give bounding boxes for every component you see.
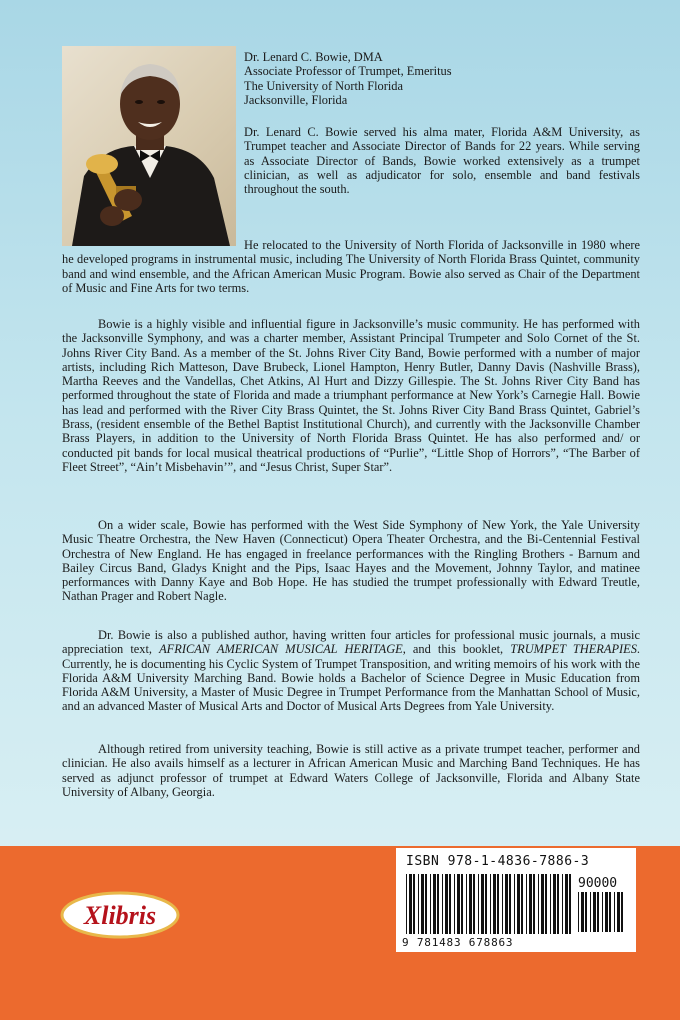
isbn-barcode: [396, 848, 636, 952]
price-barcode-bars: [578, 892, 628, 932]
author-portrait-illustration: [62, 46, 236, 246]
author-location: Jacksonville, Florida: [244, 92, 348, 107]
barcode-bar: [621, 892, 623, 932]
barcode-bar: [553, 874, 556, 934]
barcode-bar: [478, 874, 479, 934]
author-institution: The University of North Florida: [244, 78, 403, 93]
barcode-bar: [445, 874, 448, 934]
author-title: Associate Professor of Trumpet, Emeritus: [244, 64, 452, 79]
barcode-bar: [490, 874, 491, 934]
barcode-bar: [550, 874, 551, 934]
barcode-bar: [409, 874, 412, 934]
barcode-bar: [457, 874, 460, 934]
isbn-label: ISBN 978-1-4836-7886-3: [406, 854, 590, 869]
barcode-bar: [514, 874, 515, 934]
barcode-bar: [481, 874, 484, 934]
barcode-bar: [437, 874, 439, 934]
barcode-bar: [565, 874, 568, 934]
xlibris-logo-text: Xlibris: [83, 901, 157, 930]
barcode-bar: [502, 874, 503, 934]
barcode-bar: [425, 874, 427, 934]
barcode-bar: [466, 874, 467, 934]
book-title-heritage: AFRICAN AMERICAN MUSICAL HERITAGE: [159, 642, 403, 657]
barcode-bar: [526, 874, 527, 934]
barcode-bar: [406, 874, 407, 934]
barcode-bar: [609, 892, 611, 932]
bio-paragraph-6: Although retired from university teaching, Bowie is still active as a private trumpet teacher, performer and clinician. He also avails himself as a lecturer in African American Music and Marching Band Techniques. He has served as adjunct professor of trumpet at Edward Waters College of Jacksonville, Florida and Albany State University of Albany, Georgia.: [62, 742, 640, 799]
barcode-bars: [406, 874, 572, 936]
barcode-bar: [442, 874, 443, 934]
barcode-bar: [421, 874, 424, 934]
bio-p5-part-b: , and this booklet,: [402, 642, 511, 657]
barcode-bar: [602, 892, 603, 932]
barcode-bar: [569, 874, 571, 934]
barcode-bar: [557, 874, 559, 934]
barcode-bar: [614, 892, 615, 932]
bio-p5-part-a: Dr. Bowie is also a published author, having written four articles for professional music journals, a music appreciation text,: [62, 628, 640, 657]
barcode-bar: [541, 874, 544, 934]
book-title-trumpet-therapies: TRUMPET THERAPIES: [510, 642, 637, 657]
author-photo: [62, 46, 236, 246]
ean-digits: 9 781483 678863: [402, 936, 514, 949]
author-header: [244, 50, 640, 107]
barcode-bar: [418, 874, 419, 934]
xlibris-logo-mark: [58, 888, 188, 942]
barcode-bar: [430, 874, 431, 934]
barcode-bar: [593, 892, 596, 932]
barcode-bar: [529, 874, 532, 934]
barcode-bar: [605, 892, 608, 932]
author-name: Dr. Lenard C. Bowie, DMA: [244, 50, 383, 64]
barcode-bar: [585, 892, 587, 932]
barcode-bar: [590, 892, 591, 932]
barcode-bar: [509, 874, 511, 934]
barcode-bar: [461, 874, 463, 934]
barcode-bar: [538, 874, 539, 934]
bio-paragraph-4: On a wider scale, Bowie has performed with the West Side Symphony of New York, the Yale University Music Theatre Orchestra, the New Haven (Connecticut) Opera Theater Orchestra, and the Bi-Centennial Festival Orchestra of New England. He has engaged in freelance performances with the Ringling Brothers - Barnum and Bailey Circus Band, Gladys Knight and the Pips, Isaac Hayes and the Movement, Johnny Taylor, and matinee performances with Danny Kaye and Bob Hope. He has studied the trumpet professionally with Edward Treutle, Nathan Prager and Robert Nagle.: [62, 518, 640, 604]
bio-paragraph-1: Dr. Lenard C. Bowie served his alma mater, Florida A&M University, as Trumpet teacher and Associate Director of Bands for 22 years. While serving as Associate Director of Bands, Bowie worked extensively as a trumpet clinician, as well as adjudicator for solo, ensemble and band festivals throughout the south.: [244, 125, 640, 197]
bio-paragraph-5: [62, 628, 640, 714]
barcode-bar: [449, 874, 451, 934]
bio-p5-part-c: . Currently, he is documenting his Cyclic System of Trumpet Transposition, and writing memoirs of his work with the Florida A&M University Marching Band. Bowie holds a Bachelor of Science Degree in Music Education from Florida A&M University, a Master of Music Degree in Trumpet Performance from the Manhattan School of Music, and an advanced Master of Musical Arts and Doctor of Musical Arts Degrees from Yale University.: [62, 642, 641, 714]
barcode-bar: [597, 892, 599, 932]
barcode-bar: [454, 874, 455, 934]
barcode-bar: [485, 874, 487, 934]
barcode-bar: [533, 874, 535, 934]
barcode-bar: [505, 874, 508, 934]
xlibris-logo: [58, 888, 188, 942]
barcode-bar: [581, 892, 584, 932]
barcode-bar: [413, 874, 415, 934]
barcode-bar: [562, 874, 563, 934]
barcode-bar: [517, 874, 520, 934]
barcode-bar: [545, 874, 547, 934]
barcode-bar: [521, 874, 523, 934]
barcode-bar: [493, 874, 496, 934]
barcode-bar: [497, 874, 499, 934]
barcode-bar: [469, 874, 472, 934]
price-code: 90000: [578, 876, 618, 891]
barcode-bar: [473, 874, 475, 934]
barcode-bar: [433, 874, 436, 934]
barcode-bar: [617, 892, 620, 932]
bio-paragraph-3: Bowie is a highly visible and influential figure in Jacksonville’s music community. He has performed with the Jacksonville Symphony, and was a charter member, Assistant Principal Trumpeter and Solo Cornet of the St. Johns River City Band. As a member of the St. Johns River City Band, Bowie performed with a number of major artists, including Rich Matteson, Dave Brubeck, Lionel Hampton, Henry Butler, Danny Davis (Nashville Brass), Martha Reeves and the Vandellas, Chet Atkins, Al Hurt and Dizzy Gillespie. The St. Johns River City Band has performed throughout the state of Florida and made a triumphant performance at New York’s Carnegie Hall. Bowie has lead and performed with the River City Brass Quintet, the St. Johns River City Band Brass Quintet, Gabriel’s Brass, (resident ensemble of the Bethel Baptist Institutional Church), and currently with the Jacksonville Chamber Brass Players, in addition to the University of North Florida Brass Quintet. He has also performed and/ or conducted pit bands for local musical theatrical productions of “Purlie”, “Little Shop of Horrors”, “The Barber of Fleet Street”, “Ain’t Misbehavin’”, and “Jesus Christ, Super Star”.: [62, 317, 640, 474]
bio-paragraph-2: He relocated to the University of North Florida of Jacksonville in 1980 where he developed programs in instrumental music, including The University of North Florida Brass Quintet, community band and wind ensemble, and the African American Music Program. Bowie also served as Chair of the Department of Music and Fine Arts for two terms.: [62, 238, 640, 295]
barcode-bar: [578, 892, 579, 932]
